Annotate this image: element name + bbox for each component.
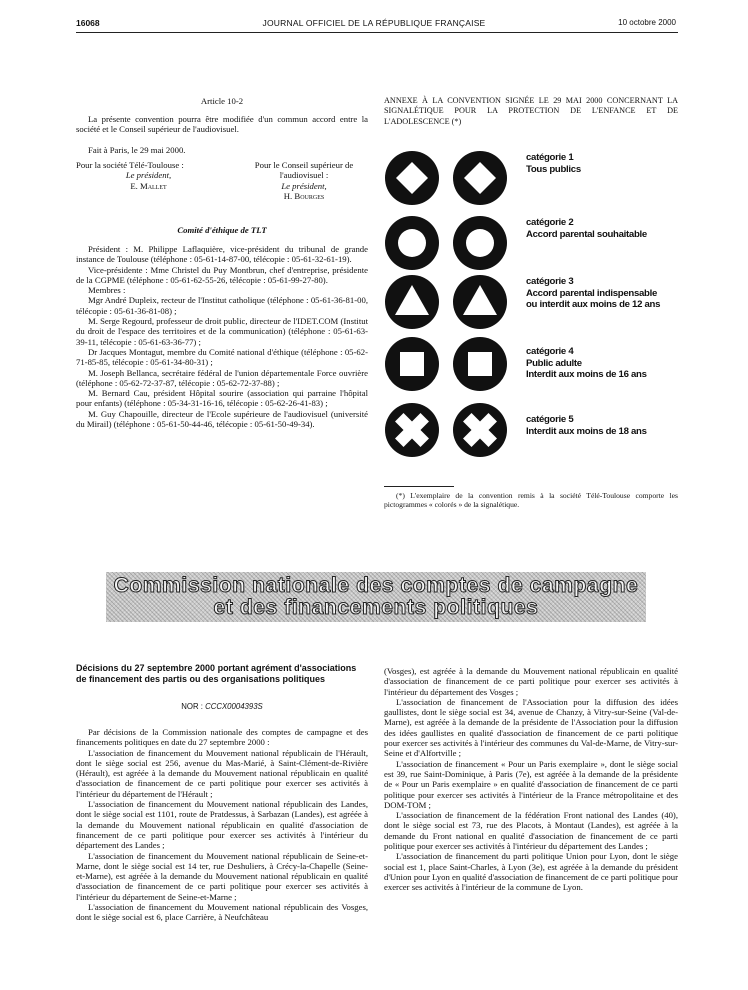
comite-paragraph: Membres : — [88, 285, 126, 296]
banner-line-2: et des financements politiques — [213, 596, 539, 619]
annex-title-text: ANNEXE À LA CONVENTION SIGNÉE LE 29 MAI 2000 CONCERNANT LA SIGNALÉTIQUE POUR LA PROTECTION DE L'ENFANCE ET DE L'ADOLESCENCE (*) — [384, 96, 678, 126]
header-rule — [76, 32, 678, 33]
comite-paragraph: M. Serge Regourd, professeur de droit public, directeur de l'IDET.COM (Institut du droit de l'espace des territoires et de la communication) (téléphone : 05-61-63-39-11, télécopie : 05-61-63-36-77) ; — [76, 316, 368, 347]
annex-title — [384, 96, 678, 127]
decision-paragraph: (Vosges), est agréée à la demande du Mouvement national républicain en qualité d'association de financement de ce parti politique pour exercer ses activités à l'intérieur du département des Vosges ; — [384, 666, 678, 697]
signature-left-role: Le président, — [125, 170, 172, 181]
circle-icon — [452, 215, 508, 271]
decision-left-body — [76, 727, 368, 923]
decision-paragraph: L'association de financement du Mouvement national républicain des Vosges, dont le siège social est 6, place Carrière, à Neufchâteau — [76, 902, 368, 923]
category-desc-2: ou interdit aux moins de 12 ans — [526, 299, 661, 310]
annex-footnote — [384, 491, 678, 509]
article-body — [76, 114, 368, 135]
decision-paragraph: L'association de financement du Mouvement national républicain de Seine-et-Marne, dont le siège social est 14 ter, rue Deshuliers, à Crécy-la-Chapelle (Seine-et-Marne), est agréée à la demande du Mouvement national républicain en qualité d'association de financement de ce parti politique pour exercer ses activités à l'intérieur du département de Seine-et-Marne ; — [76, 850, 368, 902]
diamond-icon — [452, 150, 508, 206]
category-name: catégorie 2 — [526, 217, 574, 228]
category-label — [526, 276, 660, 311]
signature-right-name: H. Bourges — [283, 190, 325, 201]
category-name: catégorie 5 — [526, 414, 574, 425]
category-row-3 — [384, 274, 678, 330]
decision-right-body — [384, 666, 678, 893]
decision-paragraph: L'association de financement du Mouvement national républicain de l'Hérault, dont le siège social est 256, avenue du Mas-Marié, à Saint-Clément-de-Rivière (Hérault), est agréée à la demande du Mouvement national républicain en qualité d'association de financement de ce parti politique pour exercer ses activités à l'intérieur du département de l'Hérault ; — [76, 747, 368, 799]
nor-label: NOR : — [181, 702, 203, 711]
category-desc: Tous publics — [526, 163, 581, 175]
comite-paragraph: Président : M. Philippe Laflaquière, vice-président du tribunal de grande instance de Toulouse (téléphone : 05-61-14-87-00, télécopie : 05-61-32-61-19). — [76, 244, 368, 265]
signature-right-role: Le président, — [281, 180, 327, 191]
fait-text: Fait à Paris, le 29 mai 2000. — [88, 145, 186, 155]
issue-date: 10 octobre 2000 — [618, 18, 676, 27]
comite-paragraph: M. Bernard Cau, président Hôpital sourire (association qui parraine l'hôpital pour enfants) (téléphone : 05-34-31-16-16, télécopie : 05-62-26-41-83) ; — [76, 388, 368, 409]
comite-title: Comité d'éthique de TLT — [177, 225, 267, 235]
fait-line — [76, 145, 368, 155]
category-row-2 — [384, 215, 678, 271]
category-name: catégorie 3 — [526, 276, 574, 287]
signature-left — [76, 160, 221, 191]
circle-icon — [384, 215, 440, 271]
decision-title — [76, 663, 368, 684]
decision-paragraph: L'association de financement du Mouvement national républicain des Landes, dont le siège social est 1101, route de Pratdessus, à Sarbazan (Landes), est agréée à la demande du Mouvement national républicain en qualité d'association de financement de ce parti politique pour exercer ses activités à l'intérieur du département des Landes ; — [76, 799, 368, 851]
nor-line — [76, 702, 368, 712]
square-icon — [384, 336, 440, 392]
nor-code: CCCX0004393S — [205, 702, 263, 711]
cross-icon — [384, 402, 440, 458]
comite-paragraph: Mgr André Dupleix, recteur de l'Institut catholique (téléphone : 05-61-36-81-00, télécopie : 05-61-36-81-08) ; — [76, 295, 368, 316]
diamond-icon — [384, 150, 440, 206]
category-name: catégorie 1 — [526, 152, 574, 163]
category-desc: Interdit aux moins de 18 ans — [526, 425, 647, 437]
category-row-1 — [384, 150, 678, 206]
journal-title: JOURNAL OFFICIEL DE LA RÉPUBLIQUE FRANÇAISE — [262, 18, 486, 28]
square-icon — [452, 336, 508, 392]
decision-paragraph: L'association de financement de l'Association pour la diffusion des idées gaullistes, dont le siège social est 34, avenue de Chanzy, à Vitry-sur-Seine (Val-de-Marne), est agréée à la demande de la présidente de l'Association pour la diffusion des idées gaullistes en qualité d'association de financement de ce parti politique pour exercer ses activités à l'intérieur des communes du Val-de-Marne, de Vitry-sur-Seine et d'Alfortville ; — [384, 696, 678, 759]
article-title: Article 10-2 — [200, 96, 244, 106]
banner-line-1: Commission nationale des comptes de campagne — [113, 574, 639, 597]
category-desc: Public adulte — [526, 357, 582, 369]
comite-paragraph: M. Joseph Bellanca, secrétaire fédéral de l'union départementale Force ouvrière (téléphone : 05-62-72-37-87, télécopie : 05-62-72-37-88) ; — [76, 367, 368, 388]
triangle-icon — [452, 274, 508, 330]
decision-paragraph: L'association de financement de la fédération Front national des Landes (40), dont le siège social est 73, rue des Placots, à Montaut (Landes), est agréée à la demande du Front national en qualité d'association de financement de ce parti politique pour exercer ses activités à l'intérieur du département des Landes ; — [384, 810, 678, 852]
category-label — [526, 346, 647, 381]
comite-body — [76, 244, 368, 429]
signature-left-for: Pour la société Télé-Toulouse : — [76, 160, 184, 170]
triangle-icon — [384, 274, 440, 330]
decision-paragraph: L'association de financement « Pour un Paris exemplaire », dont le siège social est 39, rue Saint-Dominique, à Paris (7e), est agréée à la demande de la présidente de « Pour un Paris exemplaire » en qualité d'association de financement de ce parti politique pour exercer ses activités à l'intérieur de la France métropolitaine et des DOM-TOM ; — [384, 758, 678, 810]
signature-right-for: Pour le Conseil supérieur de l'audiovisuel : — [254, 160, 354, 181]
section-banner — [106, 572, 646, 622]
comite-paragraph: Dr Jacques Montagut, membre du Comité national d'éthique (téléphone : 05-62-71-85-85, télécopie : 05-61-34-80-31) ; — [76, 346, 368, 368]
category-row-5 — [384, 402, 678, 458]
page-number: 16068 — [76, 18, 100, 28]
cross-icon — [452, 402, 508, 458]
category-label — [526, 152, 581, 175]
footnote-rule — [384, 486, 454, 487]
comite-paragraph: Vice-présidente : Mme Christel du Puy Montbrun, chef d'entreprise, présidente de la CGPME (téléphone : 05-61-62-55-26, télécopie : 05-61-99-27-80). — [76, 264, 368, 285]
signature-right — [240, 160, 368, 201]
signature-left-name: E. Mallet — [130, 180, 167, 191]
footnote-text: (*) L'exemplaire de la convention remis à la société Télé-Toulouse comporte les pictogrammes « colorés » de la signalétique. — [384, 491, 678, 509]
decision-paragraph: Par décisions de la Commission nationale des comptes de campagne et des financements politiques en date du 27 septembre 2000 : — [76, 727, 368, 748]
decision-paragraph: L'association de financement du parti politique Union pour Lyon, dont le siège social est 1, place Saint-Charles, à Lyon (3e), est agréée à la demande du président d'Union pour Lyon en qualité d'association de financement de ce parti politique pour exercer ses activités à l'intérieur de la commune de Lyon. — [384, 851, 678, 893]
category-desc: Accord parental indispensable — [526, 287, 657, 299]
category-name: catégorie 4 — [526, 346, 574, 357]
category-label — [526, 217, 647, 240]
category-label — [526, 414, 647, 437]
comite-paragraph: M. Guy Chapouille, directeur de l'Ecole supérieure de l'audiovisuel (université du Mirail) (téléphone : 05-61-50-44-46, télécopie : 05-61-50-49-34). — [76, 408, 368, 430]
category-row-4 — [384, 336, 678, 392]
category-desc-2: Interdit aux moins de 16 ans — [526, 369, 647, 380]
decision-title-text: Décisions du 27 septembre 2000 portant agrément d'associations de financement des partis ou des organisations politiques — [76, 663, 357, 684]
article-text: La présente convention pourra être modifiée d'un commun accord entre la société et le Conseil supérieur de l'audiovisuel. — [76, 114, 368, 135]
category-desc: Accord parental souhaitable — [526, 228, 647, 240]
